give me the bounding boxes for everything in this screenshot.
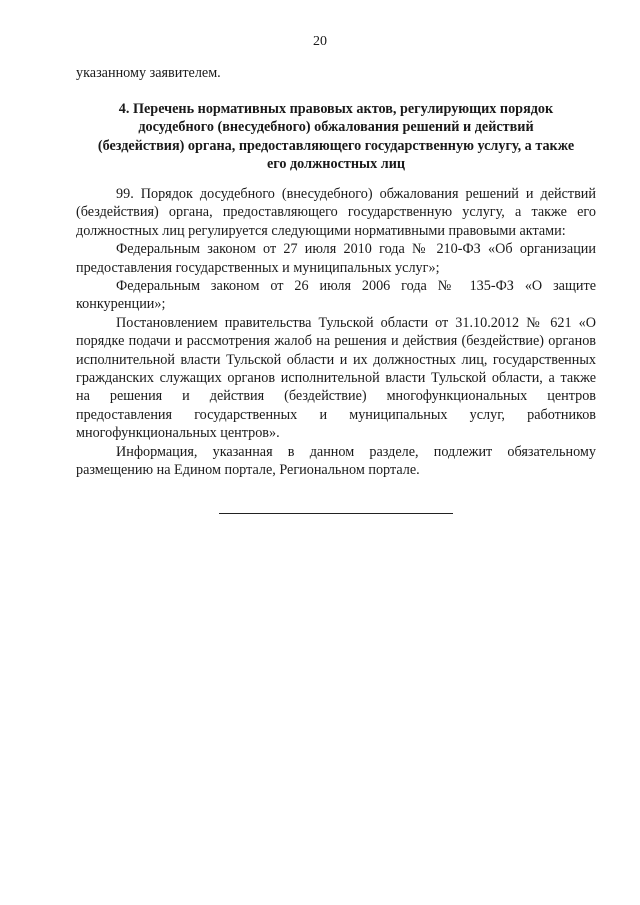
paragraph-federal-law-135: Федеральным законом от 26 июля 2006 года № 135-ФЗ «О защите конкуренции»; <box>76 278 596 313</box>
end-divider <box>219 513 453 514</box>
paragraph-regional-decree-621: Постановлением правительства Тульской области от 31.10.2012 № 621 «О порядке подачи и рассмотрения жалоб на решения и действия (бездействие) органов исполнительной власти Тульской области и их должностных лиц, государственных гражданских служащих органов исполнительной власти Тульской области, а также на решения и действия (бездействие) многофункциональных центров предоставления государственных и муниципальных услуг, работников многофункциональных центров». <box>76 314 596 442</box>
paragraph-procedure-intro: 99. Порядок досудебного (внесудебного) обжалования решений и действий (бездействия) органа, предоставляющего государственную услугу, а также его должностных лиц регулируется следующими нормативными правовыми актами: <box>76 186 596 239</box>
paragraph-publication-note: Информация, указанная в данном разделе, подлежит обязательному размещению на Едином портале, Региональном портале. <box>76 443 596 479</box>
section-heading: 4. Перечень нормативных правовых актов, регулирующих порядок досудебного (внесудебного) обжалования решений и действий (бездействия) органа, предоставляющего государственную услугу, а также его должностных лиц <box>97 101 575 173</box>
page-number: 20 <box>313 34 327 49</box>
document-body <box>76 185 596 480</box>
continuation-text: указанному заявителем. <box>76 65 221 81</box>
paragraph-federal-law-210: Федеральным законом от 27 июля 2010 года № 210-ФЗ «Об организации предоставления государственных и муниципальных услуг»; <box>76 241 596 276</box>
